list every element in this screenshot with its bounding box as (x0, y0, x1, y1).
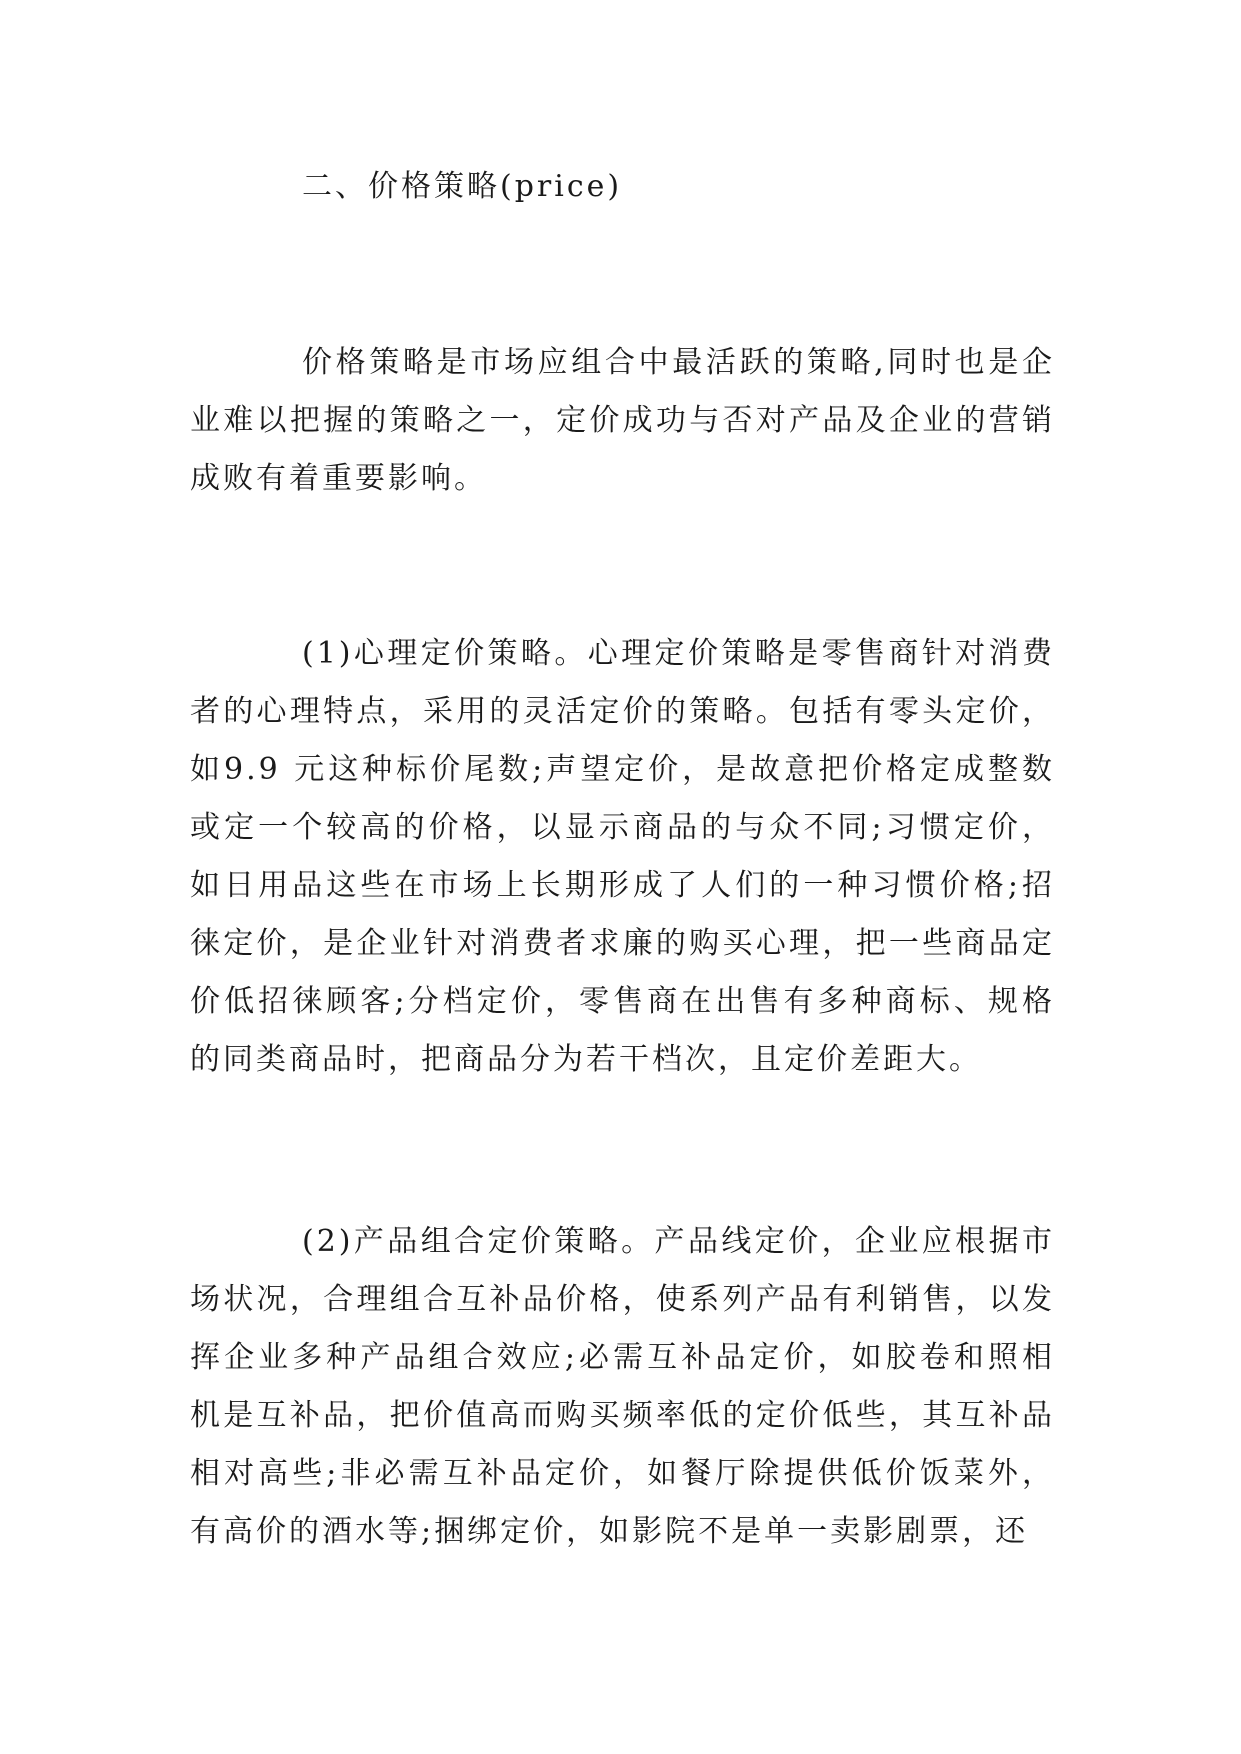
paragraph-price-strategy-intro: 价格策略是市场应组合中最活跃的策略,同时也是企业难以把握的策略之一，定价成功与否对产品及企业的营销成败有着重要影响。 (190, 345, 1055, 496)
section-heading: 二、价格策略(price) (302, 169, 623, 204)
paragraph-psychological-pricing: (1)心理定价策略。心理定价策略是零售商针对消费者的心理特点，采用的灵活定价的策略。包括有零头定价，如9.9 元这种标价尾数;声望定价，是故意把价格定成整数或定一个较高的价格，以显示商品的与众不同;习惯定价，如日用品这些在市场上长期形成了人们的一种习惯价格;招徕定价，是企业针对消费者求廉的购买心理，把一些商品定价低招徕顾客;分档定价，零售商在出售有多种商标、规格的同类商品时，把商品分为若干档次，且定价差距大。 (190, 636, 1055, 1077)
paragraph-product-mix-pricing: (2)产品组合定价策略。产品线定价，企业应根据市场状况，合理组合互补品价格，使系列产品有利销售，以发挥企业多种产品组合效应;必需互补品定价，如胶卷和照相机是互补品，把价值高而购买频率低的定价低些，其互补品相对高些;非必需互补品定价，如餐厅除提供低价饭菜外，有高价的酒水等;捆绑定价，如影院不是单一卖影剧票，还 (190, 1224, 1055, 1549)
